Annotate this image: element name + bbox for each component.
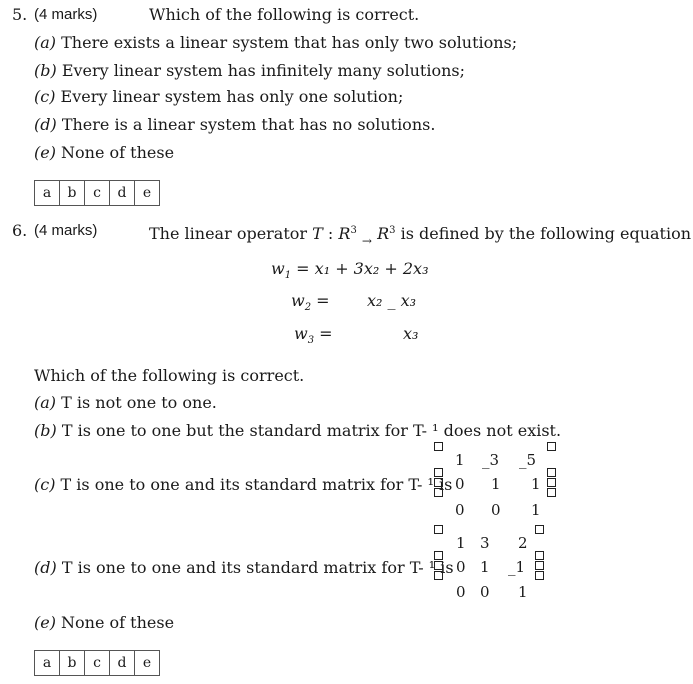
bracket-glyph-icon [547,478,556,487]
equation-w2-lhs: $w_2$ = [291,291,330,313]
matrix-c-cell: 1 [455,451,465,469]
q5-answer-box-b[interactable]: b [60,181,85,205]
bracket-glyph-icon [434,561,443,570]
q6-option-e: (e) None of these [34,613,175,632]
question-6-intro: The linear operator T : $R^3$ $_\to$ $R^3$ is defined by the following equation [149,224,692,248]
matrix-d-cell: 0 [480,583,490,601]
matrix-d-cell: 3 [480,534,490,552]
equation-w2-rhs: x₂ _ x₃ [367,291,417,310]
bracket-glyph-icon [434,478,443,487]
q6-answer-box-e[interactable]: e [142,655,152,671]
q5-option-d: (d) There is a linear system that has no solutions. [34,115,436,134]
equation-w1: $w_1 = x_1 + 3x_2 + 2x_3$ [271,259,429,281]
q5-option-c: (c) Every linear system has only one solution; [34,87,404,106]
q5-option-a: (a) There exists a linear system that has only two solutions; [34,33,518,52]
bracket-glyph-icon [434,571,443,580]
question-5-prompt: Which of the following is correct. [149,5,420,24]
q5-answer-box-d[interactable]: d [110,181,135,205]
matrix-c-cell: 0 [455,501,465,519]
bracket-glyph-icon [535,551,544,560]
bracket-glyph-icon [535,561,544,570]
matrix-c-cell: 0 [491,501,501,519]
bracket-glyph-icon [434,468,443,477]
q5-answer-box-c[interactable]: c [85,181,110,205]
matrix-d-cell: 1 [480,558,490,576]
equation-w3-rhs: x₃ [403,324,419,343]
question-5-marks: (4 marks) [34,6,98,23]
q6-answer-box-d[interactable]: d [110,651,135,675]
q5-option-e: (e) None of these [34,143,175,162]
matrix-c-cell: 1 [531,475,541,493]
bracket-glyph-icon [434,488,443,497]
bracket-glyph-icon [547,488,556,497]
q6-option-b: (b) T is one to one but the standard matrix for T- ¹ does not exist. [34,421,562,440]
bracket-glyph-icon [434,442,443,451]
q6-answer-box-a[interactable]: a [35,651,60,675]
q5-option-b: (b) Every linear system has infinitely many solutions; [34,61,465,80]
bracket-glyph-icon [535,571,544,580]
question-6-marks: (4 marks) [34,222,98,239]
matrix-d-cell: 0 [456,583,466,601]
bracket-glyph-icon [547,442,556,451]
question-6-number: 6. [12,221,28,240]
q6-option-d: (d) T is one to one and its standard matrix for T- ¹ is [34,558,454,577]
matrix-d-cell: 1 [456,534,466,552]
bracket-glyph-icon [547,468,556,477]
q5-answer-box-e[interactable]: e [142,185,152,201]
q5-answer-box-a[interactable]: a [35,181,60,205]
q5-answer-boxes [34,180,160,206]
matrix-c-cell: 1 [531,501,541,519]
matrix-c-cell: 1 [491,475,501,493]
matrix-d-cell: 1 [518,583,528,601]
q6-answer-box-b[interactable]: b [60,651,85,675]
bracket-glyph-icon [434,551,443,560]
q6-option-a: (a) T is not one to one. [34,393,217,412]
matrix-d-cell: _1 [508,558,526,576]
equation-w3-lhs: $w_3$ = [294,324,333,346]
matrix-c-cell: _5 [519,451,537,469]
q6-option-c: (c) T is one to one and its standard matrix for T- ¹ is [34,475,453,494]
matrix-c-cell: _3 [482,451,500,469]
matrix-d-cell: 2 [518,534,528,552]
bracket-glyph-icon [434,525,443,534]
bracket-glyph-icon [535,525,544,534]
question-6-prompt: Which of the following is correct. [34,366,305,385]
matrix-d-cell: 0 [456,558,466,576]
question-5-number: 5. [12,5,28,24]
q6-answer-box-c[interactable]: c [85,651,110,675]
q6-answer-boxes [34,650,160,676]
matrix-c-cell: 0 [455,475,465,493]
